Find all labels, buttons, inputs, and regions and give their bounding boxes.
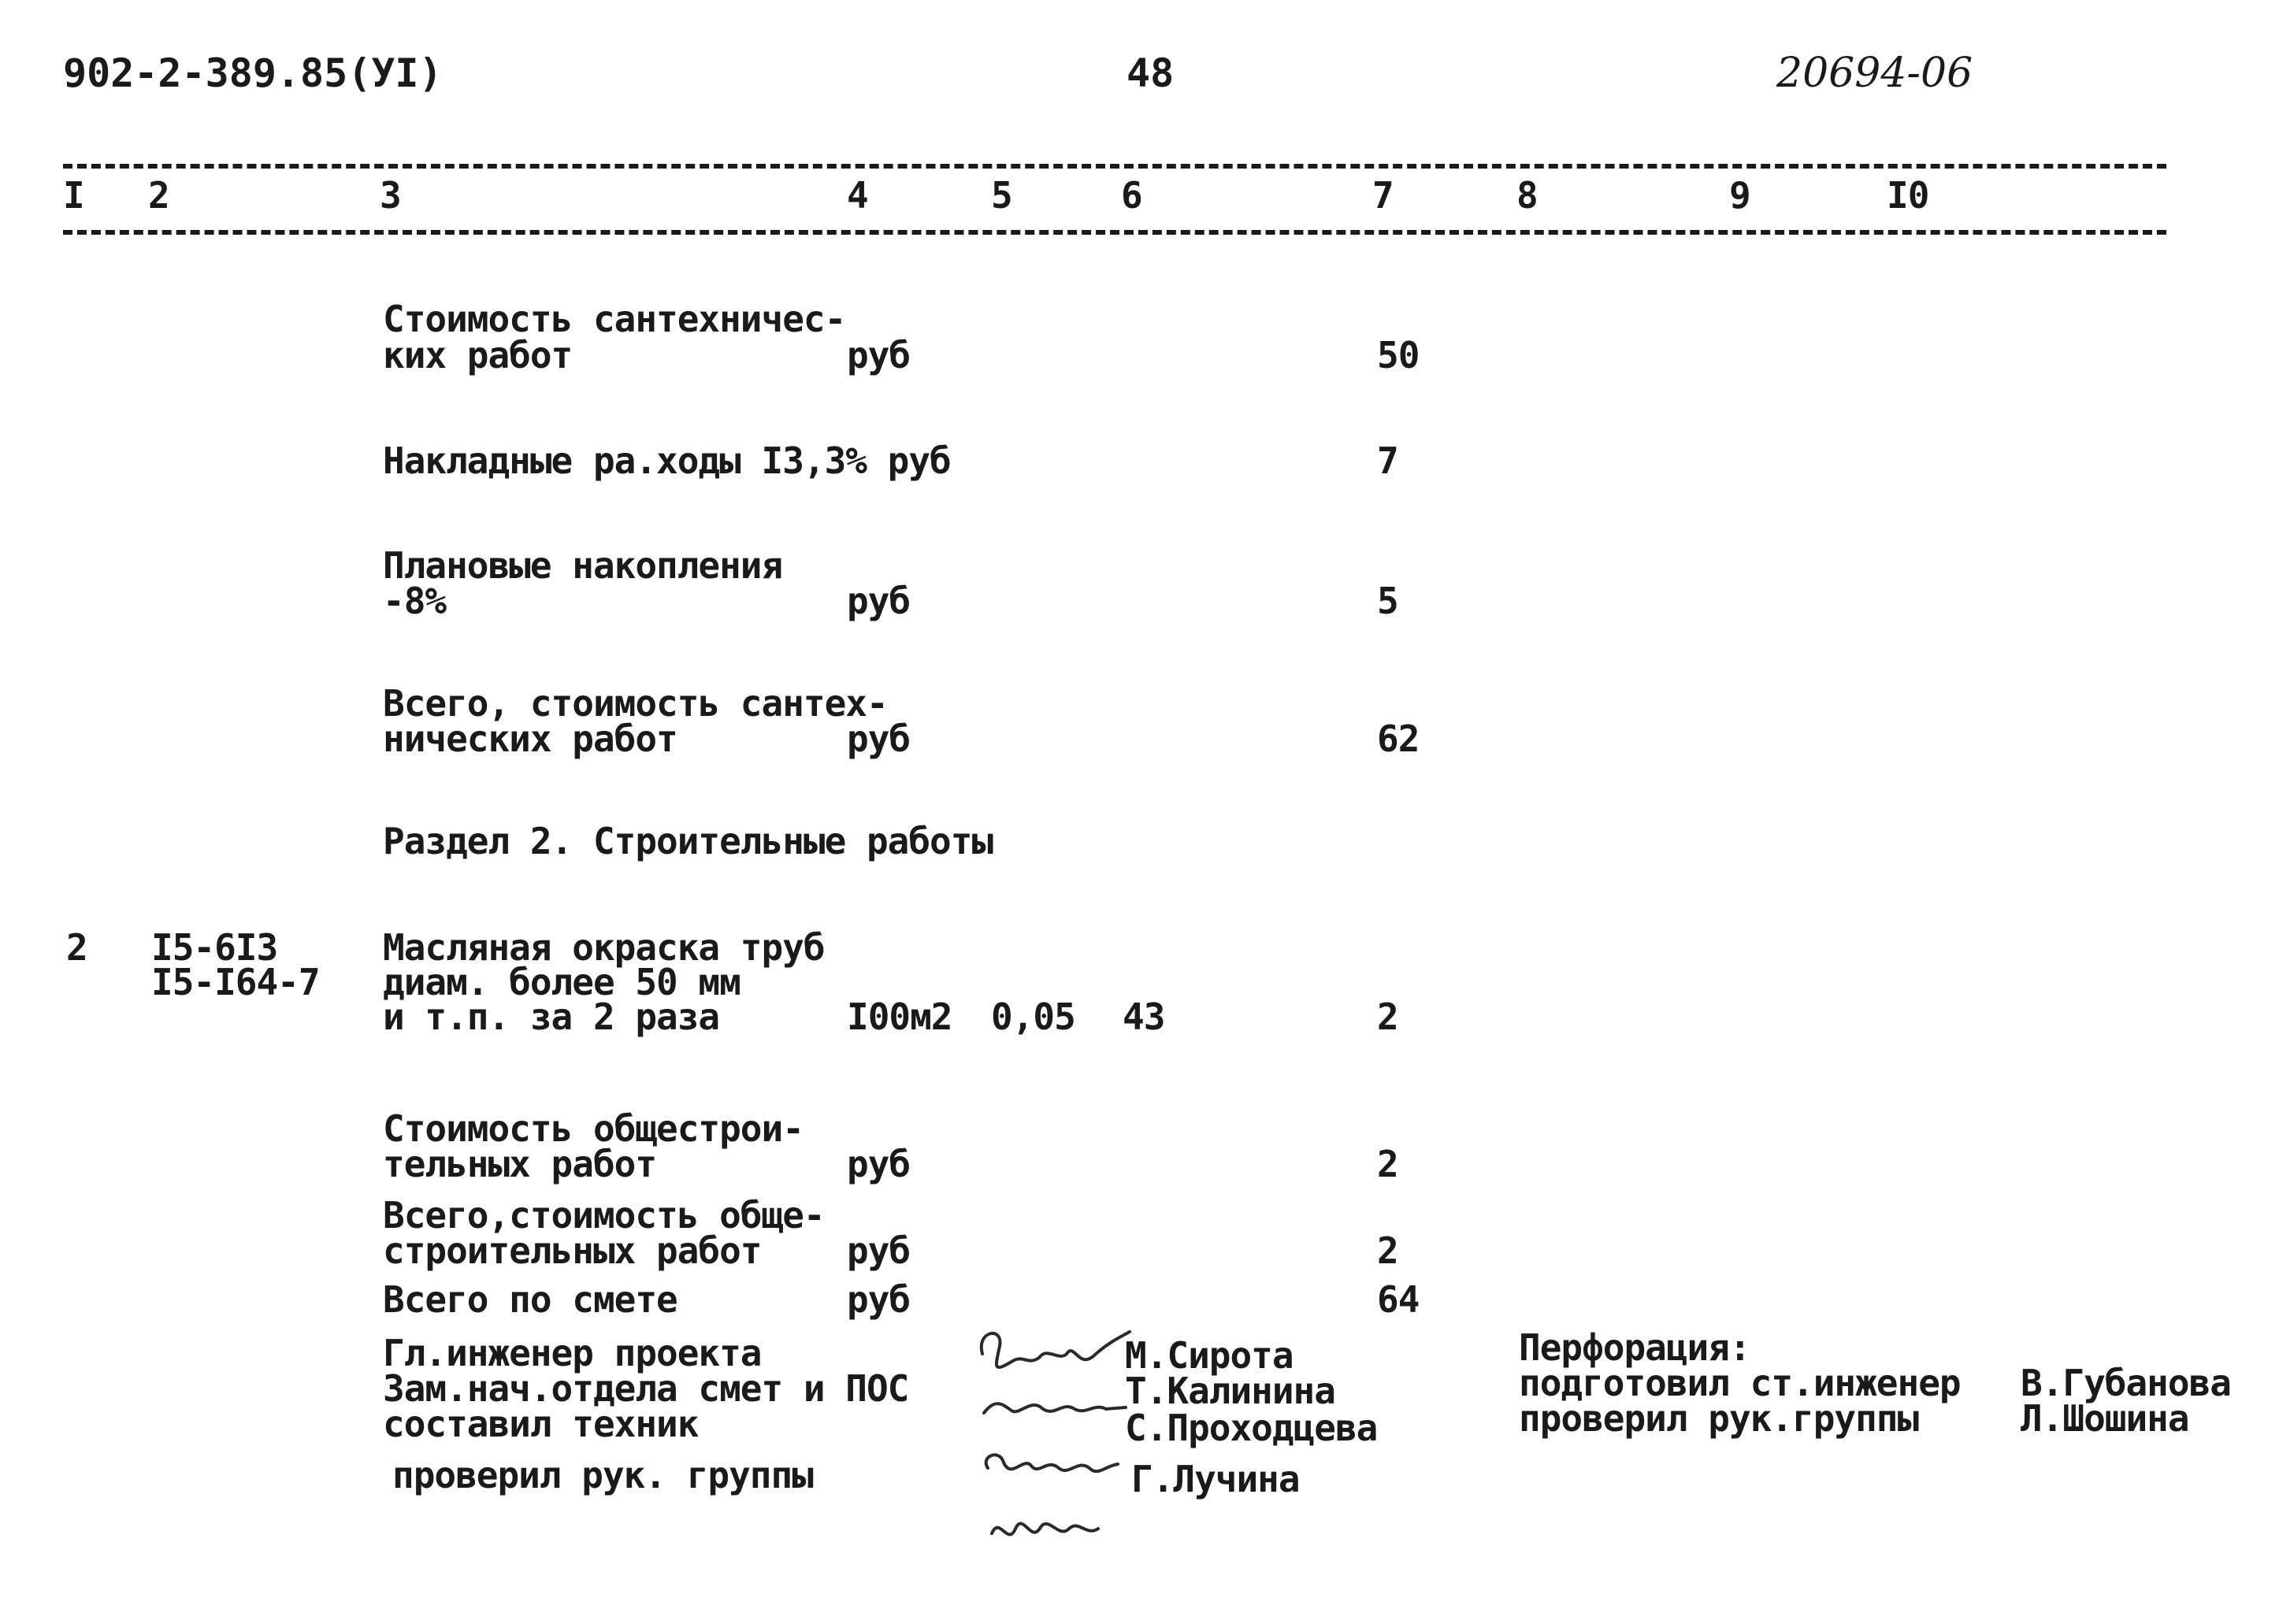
row-code: I5-I64-7 — [151, 961, 320, 1003]
col-header-1: I — [63, 174, 84, 217]
header-rule-bottom — [63, 230, 2166, 235]
col-header-3: 3 — [380, 174, 401, 217]
row-description: Всего, стоимость сантех- — [383, 682, 888, 725]
col-header-4: 4 — [847, 174, 868, 217]
row-unit: I00м2 — [847, 996, 952, 1038]
row-unit: руб — [847, 1229, 911, 1272]
row-description: и т.п. за 2 раза — [383, 996, 720, 1038]
header-rule-top — [63, 164, 2166, 169]
signer-name: Т.Калинина — [1125, 1370, 1335, 1412]
document-number: 20694-06 — [1776, 50, 1973, 97]
row-total: 64 — [1377, 1278, 1420, 1321]
signer-role: проверил рук. группы — [392, 1454, 813, 1496]
signer-name: Г.Лучина — [1131, 1458, 1300, 1500]
signer-role: подготовил ст.инженер — [1519, 1362, 1961, 1404]
col-header-7: 7 — [1372, 174, 1394, 217]
page-number: 48 — [1127, 50, 1175, 96]
signer-name: С.Проходцева — [1125, 1407, 1378, 1449]
col-header-8: 8 — [1516, 174, 1538, 217]
col-header-5: 5 — [991, 174, 1012, 217]
row-unit: руб — [847, 334, 911, 376]
row-total: 50 — [1377, 334, 1420, 376]
row-quantity: 0,05 — [991, 996, 1075, 1038]
row-description: Накладные ра.ходы I3,3% руб — [383, 439, 951, 482]
signer-name: М.Сирота — [1125, 1334, 1294, 1377]
signer-name: В.Губанова — [2021, 1362, 2231, 1404]
row-description: диам. более 50 мм — [383, 961, 740, 1003]
row-price: 43 — [1123, 996, 1165, 1038]
row-description: тельных работ — [383, 1143, 657, 1185]
signer-role: проверил рук.группы — [1519, 1397, 1919, 1440]
row-unit: руб — [847, 1278, 911, 1321]
col-header-2: 2 — [148, 174, 169, 217]
row-description: нических работ — [383, 717, 677, 760]
row-description: Стоимость общестрои- — [383, 1107, 804, 1150]
row-total: 2 — [1377, 996, 1398, 1038]
handwritten-signatures — [937, 1307, 1127, 1591]
row-unit: руб — [847, 580, 911, 622]
row-description: Всего по смете — [383, 1278, 677, 1321]
signer-role: Гл.инженер проекта — [383, 1332, 762, 1374]
row-description: Масляная окраска труб — [383, 926, 825, 969]
row-total: 7 — [1377, 439, 1398, 482]
signer-role: Зам.нач.отдела смет и ПОС — [383, 1367, 909, 1410]
row-code: I5-6I3 — [151, 926, 278, 969]
col-header-10: I0 — [1887, 174, 1929, 217]
row-description: Плановые накопления — [383, 544, 783, 587]
row-total: 2 — [1377, 1143, 1398, 1185]
row-description: строительных работ — [383, 1229, 762, 1272]
row-description: Всего,стоимость обще- — [383, 1194, 825, 1237]
row-description: ких работ — [383, 334, 573, 376]
section-heading: Раздел 2. Строительные работы — [383, 820, 993, 862]
col-header-6: 6 — [1121, 174, 1142, 217]
col-header-9: 9 — [1729, 174, 1750, 217]
row-total: 2 — [1377, 1229, 1398, 1272]
perforation-title: Перфорация: — [1519, 1326, 1750, 1369]
row-unit: руб — [847, 1143, 911, 1185]
row-description: Стоимость сантехничес- — [383, 298, 846, 340]
row-unit: руб — [847, 717, 911, 760]
row-number: 2 — [66, 926, 87, 969]
row-total: 62 — [1377, 717, 1420, 760]
signer-name: Л.Шошина — [2021, 1397, 2189, 1440]
signer-role: составил техник — [383, 1403, 699, 1445]
row-total: 5 — [1377, 580, 1398, 622]
row-description: -8% — [383, 580, 447, 622]
doc-code: 902-2-389.85(УI) — [63, 50, 443, 96]
